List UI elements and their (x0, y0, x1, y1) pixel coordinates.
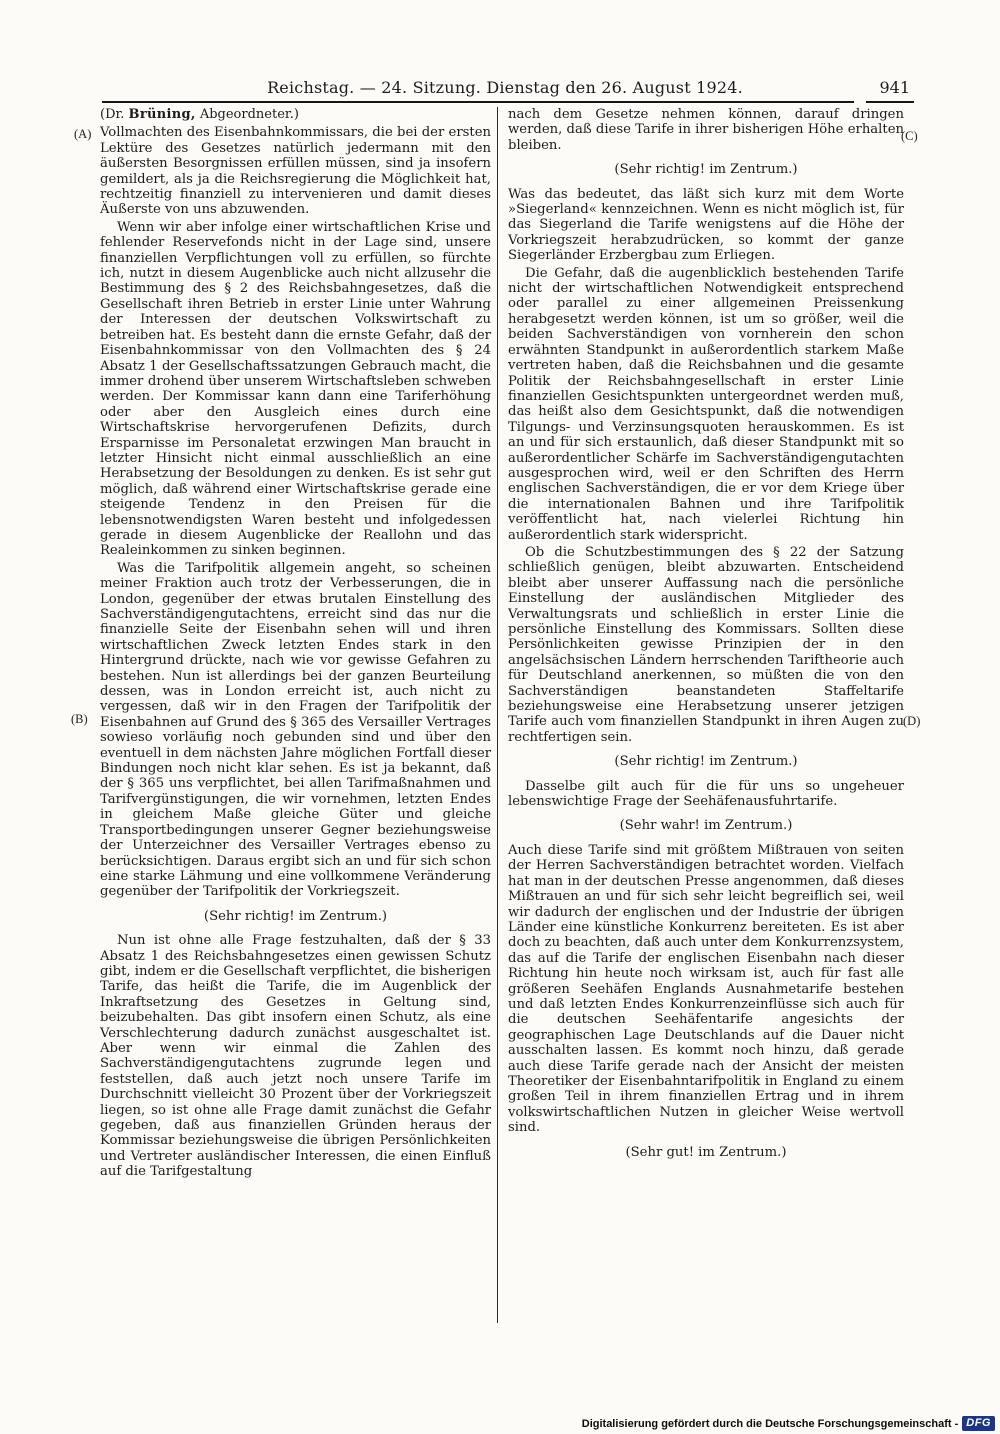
margin-marker-b: (B) (71, 712, 88, 726)
speaker-note-prefix: (Dr. (100, 107, 129, 122)
body-paragraph: nach dem Gesetze nehmen können, darauf dringen werden, daß diese Tarife in ihrer bisherigen Höhe erhalten bleiben. (508, 107, 904, 153)
body-paragraph: Die Gefahr, daß die augenblicklich bestehenden Tarife nicht der wirtschaftlichen Notwendigkeit entsprechend oder parallel zu einer allgemeinen Preissenkung herabgesetzt werden können, ist um so größer, weil die beiden Sachverständigen von vornherein den schon erwähnten Standpunkt in außerordentlich starkem Maße vertreten haben, daß die Reichsbahnen und die gesamte Politik der Reichsbahngesellschaft in erster Linie finanziellen Gesichtspunkten untergeordnet werden muß, das heißt also dem Gesichtspunkt, daß die notwendigen Tilgungs- und Verzinsungsquoten herauskommen. Es ist an und für sich erstaunlich, daß dieser Standpunkt mit so außerordentlicher Schärfe im Sachverständigengutachten ausgesprochen wird, weil er den Schriften des Herrn englischen Sachverständigen, die er vor dem Kriege über die internationalen Bahnen und ihre Tarifpolitik veröffentlicht hat, nach vielerlei Richtung hin außerordentlich stark widerspricht. (508, 265, 904, 543)
body-paragraph: Was die Tarifpolitik allgemein angeht, so scheinen meiner Fraktion auch trotz der Verbesserungen, die in London, gegenüber der etwas brutalen Einstellung des Sachverständigengutachtens, erreicht sind das nur die finanzielle Seite der Eisenbahn sehen will und ihren wirtschaftlichen Zweck letzten Endes stark in den Hintergrund drückte, nach wie vor gewisse Gefahren zu bestehen. Nun ist allerdings bei der ganzen Beurteilung dessen, was in London erreicht ist, auch nicht zu vergessen, daß wir in den Fragen der Tarifpolitik der Eisenbahnen auf Grund des § 365 des Versailler Vertrages sowieso vorläufig noch gebunden sind und über den eventuell in dem nächsten Jahre möglichen Fortfall dieser Bindungen noch nicht klar sehen. Es ist ja bekannt, daß der § 365 uns verpflichtet, bei allen Tarifmaßnahmen und Tarifvergünstigungen, die wir vornehmen, letzten Endes in gleichem Maße gleiche Güter und gleiche Transportbedingungen unserer Gegner beziehungsweise der Unterzeichner des Versailler Vertrages ebenso zu berücksichtigen. Daraus ergibt sich an und für sich schon eine starke Lähmung und eine vollkommene Veränderung gegenüber der Tarifpolitik der Vorkriegszeit. (100, 560, 491, 900)
page-number: 941 (879, 78, 910, 97)
footer-credit (582, 1416, 995, 1431)
header-rule (102, 101, 854, 103)
speaker-note-suffix: Abgeordneter.) (195, 107, 299, 122)
body-paragraph: Ob die Schutzbestimmungen des § 22 der Satzung schließlich genügen, bleibt abzuwarten. Entscheidend bleibt aber unserer Auffassung nach die persönliche Einstellung der ausländischen Mitglieder des Verwaltungsrats und schließlich in erster Linie die persönliche Einstellung des Kommissars. Sollten diese Persönlichkeiten gewisse Prinzipien der in den angelsächsischen Ländern herrschenden Tariftheorie auch für Deutschland anerkennen, so müßten die von den Sachverständigen beanstandeten Staffeltarife beziehungsweise eine Herabsetzung unserer jetzigen Tarife auch vom finanziellen Standpunkt in ihren Augen zu rechtfertigen sein. (508, 544, 904, 745)
left-column (100, 107, 491, 1182)
margin-marker-c: (C) (901, 129, 918, 143)
interjection: (Sehr richtig! im Zentrum.) (614, 162, 798, 178)
interjection: (Sehr richtig! im Zentrum.) (203, 908, 388, 924)
interjection: (Sehr wahr! im Zentrum.) (619, 818, 793, 834)
page-number-rule (866, 101, 914, 103)
dfg-logo: DFG (962, 1416, 995, 1431)
header-title: Reichstag. — 24. Sitzung. Dienstag den 26. August 1924. (267, 78, 743, 97)
margin-marker-a: (A) (74, 127, 92, 141)
page-header (100, 78, 910, 100)
body-paragraph: Dasselbe gilt auch für die für uns so ungeheuer lebenswichtige Frage der Seehäfenausfuhrtarife. (508, 778, 904, 810)
right-column (508, 107, 904, 1169)
interjection: (Sehr gut! im Zentrum.) (625, 1144, 787, 1160)
column-divider (497, 107, 498, 1323)
interjection: (Sehr richtig! im Zentrum.) (614, 754, 798, 770)
body-paragraph: Nun ist ohne alle Frage festzuhalten, daß der § 33 Absatz 1 des Reichsbahngesetzes einen gewissen Schutz gibt, indem er die Gesellschaft verpflichtet, die bisherigen Tarife, das heißt die Tarife, die im Augenblick der Inkraftsetzung des Gesetzes in Geltung sind, beizubehalten. Das gibt insofern einen Schutz, als eine Verschlechterung dadurch zunächst ausgeschaltet ist. Aber wenn wir einmal die Zahlen des Sachverständigengutachtens zugrunde legen und feststellen, daß auch jetzt noch unsere Tarife im Durchschnitt vielleicht 30 Prozent über der Vorkriegszeit liegen, so ist ohne alle Frage damit zunächst die Gefahr gegeben, daß aus finanziellen Gründen heraus der Kommissar beziehungsweise die übrigen Persönlichkeiten und Vertreter ausländischer Interessen, die einen Einfluß auf die Tarifgestaltung (100, 933, 491, 1180)
body-paragraph: Vollmachten des Eisenbahnkommissars, die bei der ersten Lektüre des Gesetzes natürlich jedermann mit den äußersten Besorgnissen erfüllen müssen, sind ja insofern gemildert, als ja die Reichsregierung die Möglichkeit hat, rechtzeitig finanziell zu intervenieren und damit dieses Äußerste von uns abzuwenden. (100, 125, 491, 218)
margin-marker-d: (D) (903, 714, 921, 728)
speaker-name: Brüning, (128, 107, 196, 122)
body-paragraph: Wenn wir aber infolge einer wirtschaftlichen Krise und fehlender Reservefonds nicht in der Lage sind, unsere finanziellen Verpflichtungen voll zu erfüllen, so fürchte ich, nutzt in diesem Augenblicke auch nicht allzusehr die Bestimmung des § 2 des Reichsbahngesetzes, daß die Gesellschaft ihren Betrieb in erster Linie unter Wahrung der Interessen der deutschen Volkswirtschaft zu betreiben hat. Es besteht dann die ernste Gefahr, daß der Eisenbahnkommissar von den Vollmachten des § 24 Absatz 1 der Gesellschaftssatzungen Gebrauch macht, die immer drohend über unserem Wirtschaftsleben schweben werden. Der Kommissar kann dann eine Tariferhöhung oder aber den Ausgleich eines durch eine Wirtschaftskrise hervorgerufenen Defizits, durch Ersparnisse im Personaletat erzwingen Man braucht in letzter Hinsicht nicht einmal ausschließlich an eine Herabsetzung der Besoldungen zu denken. Es ist sehr gut möglich, daß während einer Wirtschaftskrise gerade eine steigende Tendenz in den Preisen für die lebensnotwendigsten Waren besteht und infolgedessen gerade in diesem Augenblicke der Reallohn und das Realeinkommen zu sinken beginnen. (100, 219, 491, 559)
footer-text: Digitalisierung gefördert durch die Deutsche Forschungsgemeinschaft - (581, 1417, 959, 1430)
body-paragraph: Auch diese Tarife sind mit größtem Mißtrauen von seiten der Herren Sachverständigen betrachtet worden. Vielfach hat man in der deutschen Presse angenommen, daß dieses Mißtrauen an und für sich sehr leicht begreiflich sei, weil wir dadurch der englischen und der Industrie der übrigen Länder eine künstliche Konkurrenz bereiteten. Es ist aber doch zu beachten, daß auch unter dem Konkurrenzsystem, das auf die Tarife der englischen Eisenbahn nach dieser Richtung hin heute noch wirksam ist, auch für fast alle größeren Seehäfen Englands Ausnahmetarife bestehen und daß letzten Endes Konkurrenzeinflüsse sich auch für die deutschen Seehäfentarife angesichts der geographischen Lage Deutschlands auf die Dauer nicht ausschalten lassen. Es kommt noch hinzu, daß gerade auch diese Tarife gerade nach der Ansicht der meisten Theoretiker der Eisenbahntarifpolitik in England zu einem großen Teil in ihrem finanziellen Ertrag und in ihrem volkswirtschaftlichen Nutzen in gleicher Weise wertvoll sind. (508, 842, 904, 1136)
speaker-note (100, 107, 491, 122)
body-paragraph: Was das bedeutet, das läßt sich kurz mit dem Worte »Siegerland« kennzeichnen. Wenn es nicht möglich ist, für das Siegerland die Tarife wenigstens auf die Höhe der Vorkriegszeit herabzudrücken, so kommt der ganze Siegerländer Erzbergbau zum Erliegen. (508, 186, 904, 264)
